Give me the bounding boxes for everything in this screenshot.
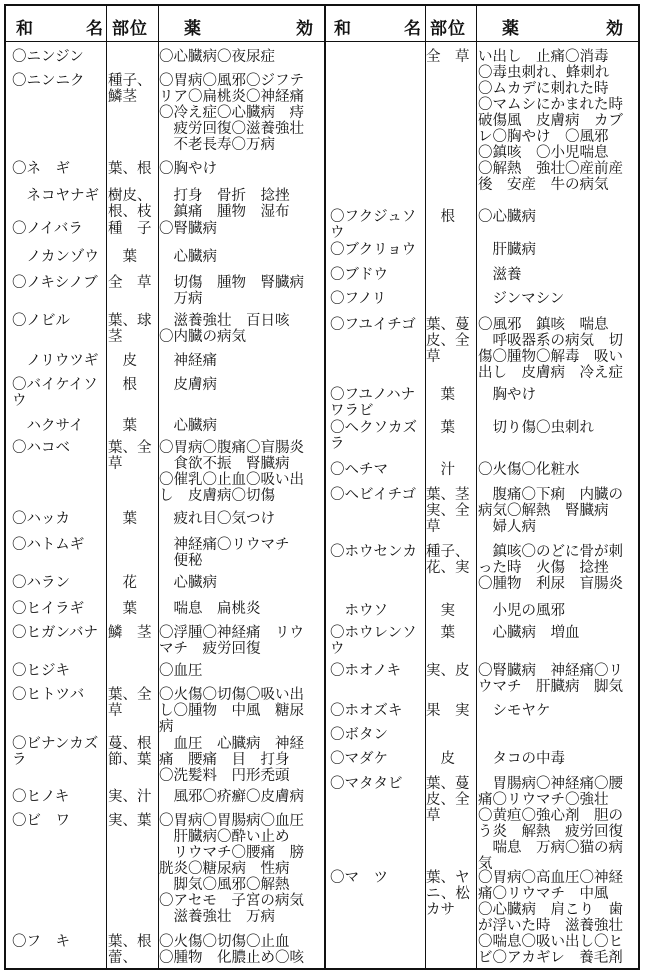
plant-part: 葉、全 草 xyxy=(108,440,152,472)
medicinal-effect: 心臓病 xyxy=(159,575,217,591)
medicinal-effect: 胃腸病〇神経痛〇腰 痛〇リウマチ〇強壮 〇黄疸〇強心剤 胆の う炎 解熱 疲労回復 喘息 万病〇猫の病 気 xyxy=(478,776,623,872)
medicinal-effect: 心臓病 xyxy=(159,249,217,265)
medicinal-effect: 神経痛〇リウマチ 便秘 xyxy=(173,537,290,569)
plant-part: 蔓、根 節、葉 xyxy=(108,736,152,768)
center-divider xyxy=(324,6,326,968)
header-name-a: 和 xyxy=(334,19,352,39)
plant-part: 葉、球 茎 xyxy=(108,313,152,345)
medicinal-effect: 疲れ目〇気つけ xyxy=(159,511,275,527)
header-name-b: 名 xyxy=(86,19,104,39)
medicinal-effect: 心臓病 xyxy=(159,418,217,434)
plant-part: 根 xyxy=(426,209,455,225)
plant-part: 葉 xyxy=(426,387,455,403)
plant-part: 葉、全 草 xyxy=(108,687,152,719)
herb-name: 〇マタタビ xyxy=(330,776,403,792)
plant-part: 種子、 花、実 xyxy=(426,544,470,576)
plant-part: 葉 xyxy=(108,511,137,527)
plant-part: 樹皮、 根、枝 xyxy=(108,188,152,220)
herb-name: 〇ホオズキ xyxy=(330,703,403,719)
medicinal-effect: タコの中毒 xyxy=(478,751,565,767)
herb-name: 〇ネ ギ xyxy=(12,161,70,177)
medicinal-effect: 〇胃病〇胃腸病〇血圧 肝臓病〇酔い止め リウマチ〇腰痛 膀 胱炎〇糖尿病 性病 脚気〇風邪〇解熱 〇アセモ 子宮の病気 滋養強壮 万病 xyxy=(159,813,304,925)
medicinal-effect: 喘息 扁桃炎 xyxy=(159,601,261,617)
plant-part: 皮 xyxy=(426,751,455,767)
herb-name: 〇ニンニク xyxy=(12,73,85,89)
herb-name: 〇ホウレンソ ウ xyxy=(330,625,417,657)
medicinal-effect: 〇心臓病 xyxy=(478,209,536,225)
medicinal-effect: 〇胸やけ xyxy=(159,161,217,177)
herb-name: 〇ヘチマ xyxy=(330,462,388,478)
herb-name: 〇ヘビイチゴ xyxy=(330,487,416,503)
herb-name: 〇ハトムギ xyxy=(12,537,85,553)
plant-part: 葉 xyxy=(426,420,455,436)
header-effect-b: 効 xyxy=(606,19,624,39)
herb-name: 〇フユノハナ ワラビ xyxy=(330,387,416,419)
medicinal-effect: 切り傷〇虫刺れ xyxy=(478,420,594,436)
header-effect-a: 薬 xyxy=(502,19,520,39)
plant-part: 果 実 xyxy=(426,703,470,719)
header-name-a: 和 xyxy=(16,19,34,39)
header-divider xyxy=(6,41,638,42)
plant-part: 花 xyxy=(108,575,137,591)
plant-part: 全 草 xyxy=(108,275,152,291)
herb-name: 〇ビ ワ xyxy=(12,813,70,829)
header-effect-b: 効 xyxy=(296,19,314,39)
plant-part: 実 xyxy=(426,603,455,619)
medicinal-effect: 打身 骨折 捻挫 鎮痛 腫物 湿布 xyxy=(173,188,290,220)
herb-name: 〇フクジュソ ウ xyxy=(330,209,417,241)
header-effect-a: 薬 xyxy=(184,19,202,39)
header-part: 部位 xyxy=(430,19,466,39)
medicinal-effect: 〇腎臓病 xyxy=(159,221,217,237)
medicinal-effect: 〇胃病〇風邪〇ジフテ リア〇扁桃炎〇神経痛 〇冷え症〇心臓病 痔 疲労回復〇滋養強壮 不老長寿〇万病 xyxy=(159,73,304,153)
herb-name: 〇ニンジン xyxy=(12,49,84,65)
col-divider xyxy=(106,6,107,968)
herb-name: 〇ヘクソカズ ラ xyxy=(330,420,417,452)
plant-part: 全 草 xyxy=(426,49,470,65)
plant-part: 葉、ヤ ニ、松 カサ xyxy=(426,870,470,918)
herb-name: 〇ヒジキ xyxy=(12,663,70,679)
herb-name: ネコヤナギ xyxy=(12,188,99,204)
herb-name: 〇ブドウ xyxy=(330,267,388,283)
medicinal-effect: 肝臓病 xyxy=(478,242,536,258)
medicinal-effect: 腹痛〇下痢 内臓の 病気〇解熱 腎臓病 婦人病 xyxy=(478,487,623,535)
medicinal-effect: 〇心臓病〇夜尿症 xyxy=(159,49,275,65)
medicinal-effect: 〇火傷〇化粧水 xyxy=(478,462,580,478)
herb-name: 〇ヒトツバ xyxy=(12,687,85,703)
plant-part: 種 子 xyxy=(108,221,152,237)
plant-part: 皮 xyxy=(108,353,137,369)
herb-name: 〇マダケ xyxy=(330,751,388,767)
medicinal-effect: 皮膚病 xyxy=(159,377,217,393)
plant-part: 葉、蔓 皮、全 草 xyxy=(426,776,470,824)
medicinal-effect: 鎮咳〇のどに骨が刺 った時 火傷 捻挫 〇腫物 利尿 盲腸炎 xyxy=(478,544,623,592)
medicinal-effect: 〇血圧 xyxy=(159,663,203,679)
herb-name: 〇ハッカ xyxy=(12,511,70,527)
medicinal-effect: 〇浮腫〇神経痛 リウ マチ 疲労回復 xyxy=(159,625,304,657)
medicinal-effect: 〇腎臓病 神経痛〇リ ウマチ 肝臓病 脚気 xyxy=(478,663,623,695)
herb-name: 〇ホウセンカ xyxy=(330,544,417,560)
plant-part: 根 xyxy=(108,377,137,393)
plant-part: 種子、 鱗茎 xyxy=(108,73,152,105)
plant-part: 鱗 茎 xyxy=(108,625,152,641)
herb-name: 〇ノビル xyxy=(12,313,70,329)
plant-part: 葉 xyxy=(426,625,455,641)
plant-part: 葉 xyxy=(108,249,137,265)
plant-part: 葉、根 蕾、 xyxy=(108,934,152,966)
plant-part: 汁 xyxy=(426,462,455,478)
plant-part: 葉 xyxy=(108,418,137,434)
plant-part: 実、汁 xyxy=(108,789,152,805)
herb-name: 〇フノリ xyxy=(330,291,387,307)
herb-name: 〇フ キ xyxy=(12,934,70,950)
medicinal-effect: 〇火傷〇切傷〇吸い出 し〇腫物 中風 糖尿 病 xyxy=(159,687,304,735)
herb-name: 〇ヒガンバナ xyxy=(12,625,98,641)
herb-name: ノカンゾウ xyxy=(12,249,99,265)
herb-name: 〇ブクリョウ xyxy=(330,242,417,258)
plant-part: 葉、茎 実、全 草 xyxy=(426,487,470,535)
herb-name: 〇ビナンカズ ラ xyxy=(12,736,99,768)
table-frame xyxy=(4,4,640,970)
col-divider xyxy=(476,6,477,968)
herb-name: 〇ハコベ xyxy=(12,440,70,456)
plant-part: 葉、蔓 皮、全 草 xyxy=(426,317,470,365)
medicinal-effect: 〇胃病〇腹痛〇盲腸炎 食欲不振 腎臓病 〇催乳〇止血〇吸い出 し 皮膚病〇切傷 xyxy=(159,440,304,504)
plant-part: 葉、根 xyxy=(108,161,152,177)
medicinal-effect: 〇火傷〇切傷〇止血 〇腫物 化膿止め〇咳 xyxy=(159,934,304,966)
herb-name: 〇フユイチゴ xyxy=(330,317,416,333)
plant-part: 葉 xyxy=(108,601,137,617)
medicinal-effect: 切傷 腫物 腎臓病 万病 xyxy=(173,275,304,307)
herb-name: 〇マ ツ xyxy=(330,870,388,886)
medicinal-effect: 滋養 xyxy=(478,267,522,283)
herb-name: ノリウツギ xyxy=(12,353,99,369)
herb-name: ハクサイ xyxy=(12,418,84,434)
header-name-b: 名 xyxy=(404,19,422,39)
herb-name: 〇ヒノキ xyxy=(12,789,70,805)
medicinal-effect: い出し 止痛〇消毒 〇毒虫刺れ、蜂刺れ 〇ムカデに刺れた時 〇マムシにかまれた時 破傷風 皮膚病 カブ レ〇胸やけ 〇風邪 〇鎮咳 〇小児喘息 〇解熱 強壮〇産前産 後 安産 牛の病気 xyxy=(478,49,623,193)
herb-name: ホウソ xyxy=(330,603,388,619)
herb-name: 〇ボタン xyxy=(330,727,388,743)
medicinal-effect: 胸やけ xyxy=(478,387,536,403)
medicinal-effect: 血圧 心臓病 神経 痛 腰痛 目 打身 〇洗髪料 円形禿頭 xyxy=(159,736,304,784)
medicinal-effect: シモヤケ xyxy=(478,703,551,719)
medicinal-effect: 滋養強壮 百日咳 〇内臓の病気 xyxy=(159,313,290,345)
herb-name: 〇ノキシノブ xyxy=(12,275,98,291)
header-part: 部位 xyxy=(112,19,148,39)
medicinal-effect: 〇風邪 鎮咳 喘息 呼吸器系の病気 切 傷〇腫物〇解毒 吸い 出し 皮膚病 冷え症 xyxy=(478,317,623,381)
plant-part: 実、皮 xyxy=(426,663,470,679)
medicinal-effect: 風邪〇疥癬〇皮膚病 xyxy=(159,789,304,805)
herb-name: 〇ホオノキ xyxy=(330,663,402,679)
medicinal-effect: 神経痛 xyxy=(159,353,217,369)
herb-name: 〇ノイバラ xyxy=(12,221,83,237)
medicinal-effect: 心臓病 増血 xyxy=(478,625,580,641)
medicinal-effect: ジンマシン xyxy=(478,291,565,307)
medicinal-effect: 〇胃病〇高血圧〇神経 痛〇リウマチ 中風 〇心臓病 肩こり 歯 が浮いた時 滋養強壮 〇喘息〇吸い出し〇ヒ ビ〇アカギレ 養毛剤 xyxy=(478,870,623,966)
herb-name: 〇ヒイラギ xyxy=(12,601,85,617)
herb-name: 〇バイケイソ ウ xyxy=(12,377,98,409)
plant-part: 実、葉 xyxy=(108,813,152,829)
medicinal-effect: 小児の風邪 xyxy=(478,603,565,619)
herb-name: 〇ハラン xyxy=(12,575,70,591)
